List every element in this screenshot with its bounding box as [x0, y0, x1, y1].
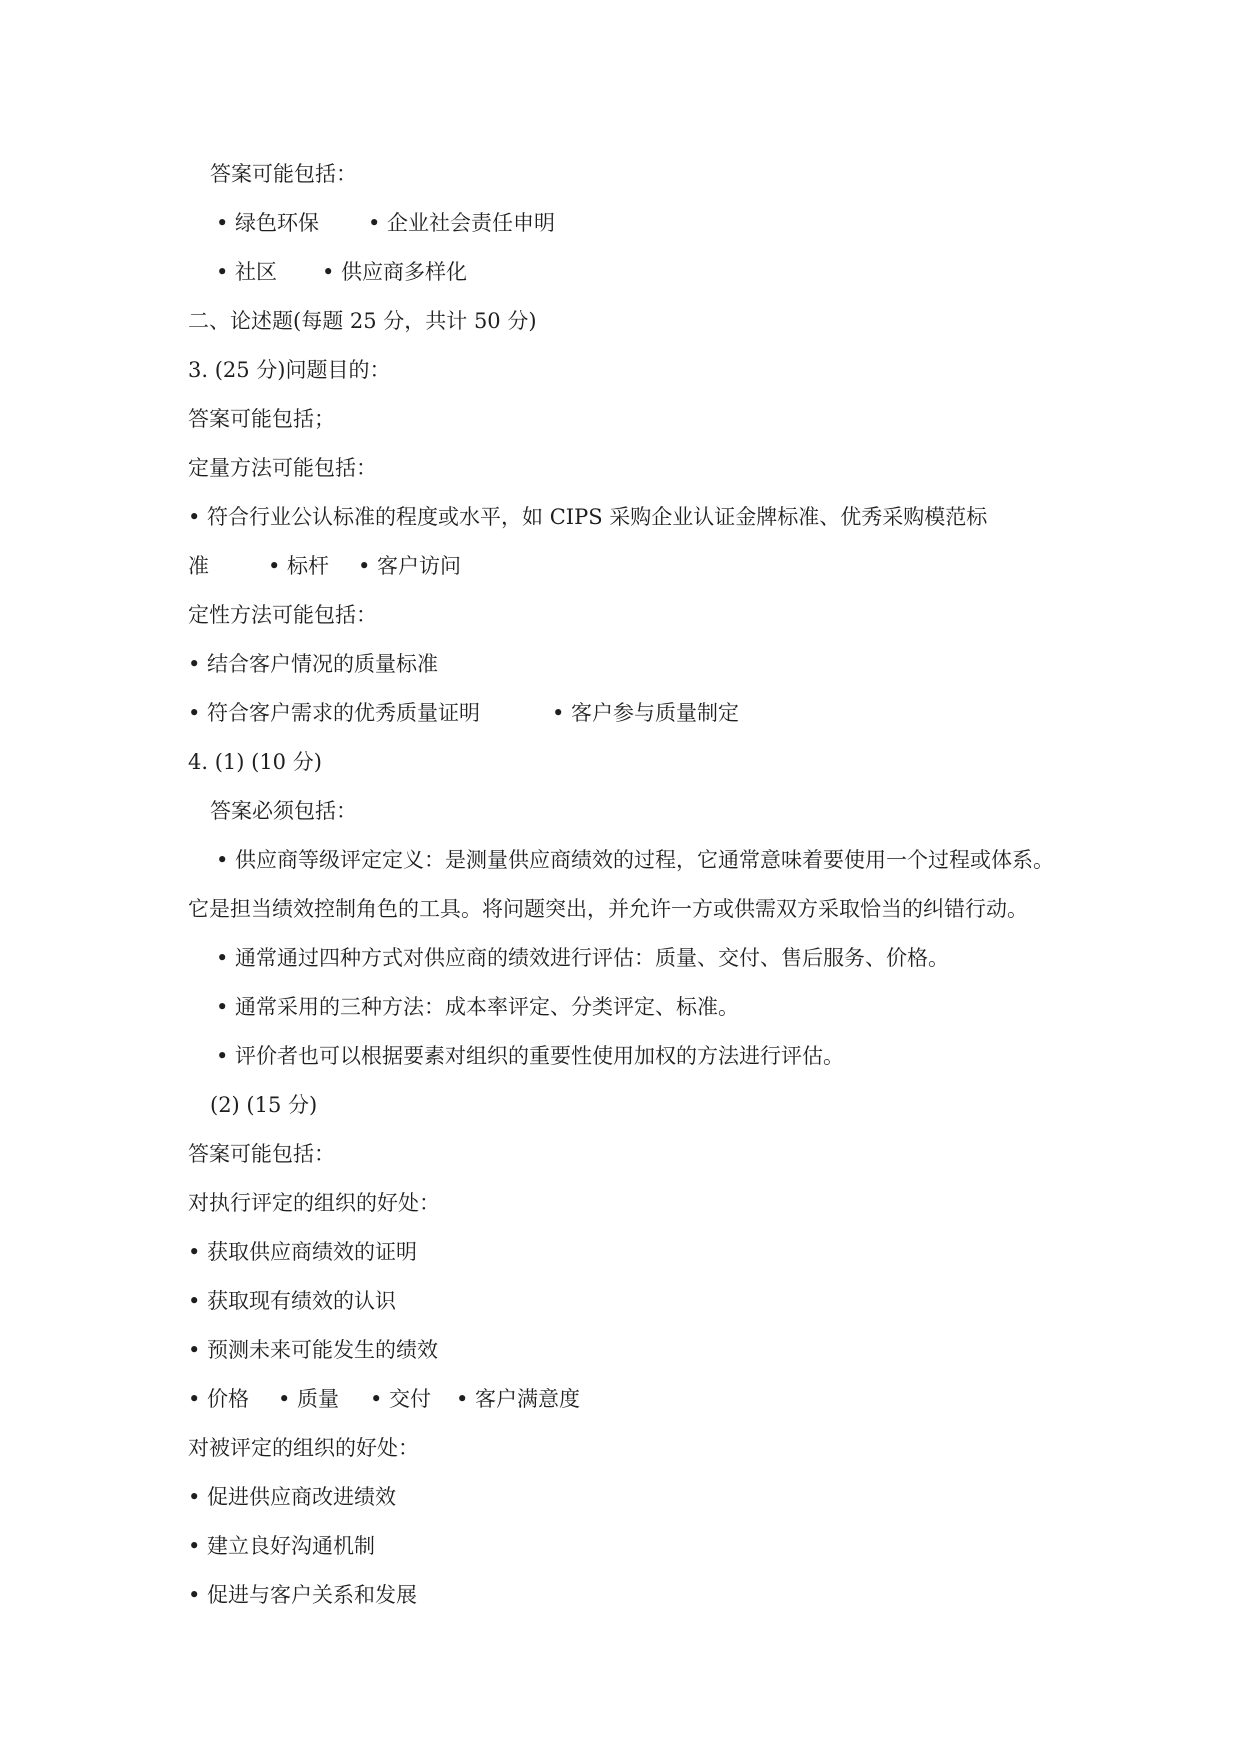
bullet-item: • 获取供应商绩效的证明 [188, 1240, 418, 1264]
bullet-item: • 社区 [216, 260, 278, 284]
bullet-item: • 价格 [188, 1387, 250, 1411]
text-continuation: 准 [188, 554, 209, 578]
bullet-item: • 通常通过四种方式对供应商的绩效进行评估：质量、交付、售后服务、价格。 [216, 946, 950, 970]
answer-must-include-heading: 答案必须包括： [210, 799, 357, 823]
qualitative-methods-heading: 定性方法可能包括： [188, 603, 377, 627]
bullet-item: • 供应商多样化 [322, 260, 468, 284]
paragraph: 答案可能包括； [188, 407, 335, 431]
benefits-evaluated-heading: 对被评定的组织的好处： [188, 1436, 419, 1460]
bullet-item: • 评价者也可以根据要素对组织的重要性使用加权的方法进行评估。 [216, 1044, 845, 1068]
bullet-item: • 通常采用的三种方法：成本率评定、分类评定、标准。 [216, 995, 740, 1019]
bullet-item: • 质量 [278, 1387, 340, 1411]
bullet-item: • 企业社会责任申明 [368, 211, 556, 235]
section-heading-essay: 二、论述题(每题 25 分，共计 50 分) [188, 309, 537, 333]
bullet-item: • 客户满意度 [456, 1387, 581, 1411]
bullet-item: • 符合客户需求的优秀质量证明 [188, 701, 481, 725]
answer-may-include-heading: 答案可能包括： [188, 1142, 335, 1166]
bullet-item: • 客户参与质量制定 [552, 701, 740, 725]
bullet-item: • 供应商等级评定定义：是测量供应商绩效的过程，它通常意味着要使用一个过程或体系。 [216, 848, 1055, 872]
bullet-item: • 促进供应商改进绩效 [188, 1485, 397, 1509]
bullet-item: • 获取现有绩效的认识 [188, 1289, 397, 1313]
bullet-item: • 绿色环保 [216, 211, 320, 235]
subquestion-2-heading: (2) (15 分) [210, 1093, 318, 1117]
question-4-heading: 4. (1) (10 分) [188, 750, 322, 774]
bullet-item: • 标杆 [268, 554, 330, 578]
bullet-item: • 符合行业公认标准的程度或水平，如 CIPS 采购企业认证金牌标准、优秀采购模范标 [188, 505, 988, 529]
quantitative-methods-heading: 定量方法可能包括： [188, 456, 377, 480]
bullet-item: • 促进与客户关系和发展 [188, 1583, 418, 1607]
question-3-heading: 3. (25 分)问题目的： [188, 358, 391, 382]
bullet-item: • 建立良好沟通机制 [188, 1534, 376, 1558]
bullet-item: • 交付 [370, 1387, 432, 1411]
benefits-evaluator-heading: 对执行评定的组织的好处： [188, 1191, 440, 1215]
bullet-item: • 结合客户情况的质量标准 [188, 652, 439, 676]
paragraph: 它是担当绩效控制角色的工具。将问题突出，并允许一方或供需双方采取恰当的纠错行动。 [188, 897, 1028, 921]
answer-may-include-heading: 答案可能包括： [210, 162, 357, 186]
bullet-item: • 客户访问 [358, 554, 462, 578]
bullet-item: • 预测未来可能发生的绩效 [188, 1338, 439, 1362]
